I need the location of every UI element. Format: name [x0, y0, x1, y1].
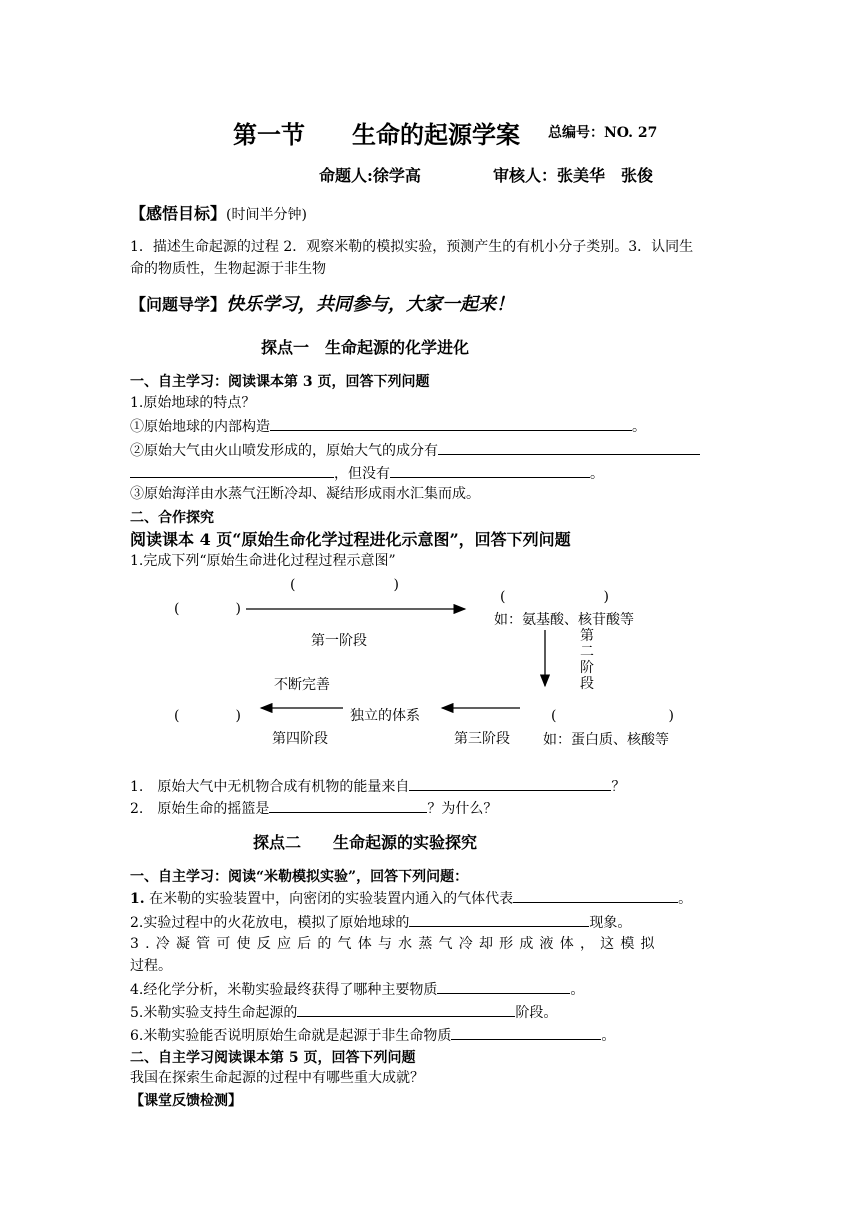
- point1-s2-q: 1.完成下列“原始生命进化过程过程示意图”: [130, 553, 396, 569]
- point1-title: 探点一 生命起源的化学进化: [261, 338, 470, 357]
- diagram-top-blank: ( ): [290, 577, 399, 593]
- point1-q1c: ③原始海洋由水蒸气汪断冷却、凝结形成雨水汇集而成。: [130, 486, 480, 502]
- punct: 现象。: [589, 915, 632, 931]
- diagram-stage2: [580, 628, 596, 692]
- point2-q6: [130, 1025, 615, 1045]
- stage2-char: 二: [580, 644, 594, 660]
- guide-slogan: 快乐学习，共同参与，大家一起来！: [226, 294, 515, 315]
- q-number: 1.: [130, 891, 145, 907]
- point1-s2-sub: 阅读课本 4 页“原始生命化学过程进化示意图”，回答下列问题: [130, 530, 571, 549]
- diagram-example2: 如：蛋白质、核酸等: [543, 732, 669, 748]
- serial-number: 总编号：NO. 27: [548, 125, 658, 141]
- point1-s2-heading: 二、合作探究: [130, 510, 214, 526]
- answer-blank[interactable]: [437, 979, 570, 994]
- point2-s2-heading: 二、自主学习阅读课本第 5 页，回答下列问题: [130, 1050, 416, 1066]
- guide-heading: 【问题导学】: [130, 295, 227, 314]
- point1-q1a: ①原始地球的内部构造: [130, 419, 270, 435]
- punct: ？为什么？: [427, 801, 498, 817]
- diagram-stage4: 第四阶段: [272, 731, 328, 747]
- punct: 阶段。: [515, 1005, 558, 1021]
- stage2-char: 阶: [580, 660, 594, 676]
- point2-q3b: 过程。: [130, 958, 172, 974]
- point2-title: 探点二 生命起源的实验探究: [253, 833, 478, 852]
- point2-q3: 3.冷凝管可使反应后的气体与水蒸气冷却形成液体，这模拟: [130, 936, 661, 952]
- diagram-stage1: 第一阶段: [311, 633, 367, 649]
- point1-q1: 1.原始地球的特点？: [130, 395, 256, 411]
- punct: 。: [678, 891, 693, 907]
- answer-blank[interactable]: [513, 888, 678, 903]
- answer-blank[interactable]: [269, 798, 427, 813]
- goals-line-1: 1．描述生命起源的过程 2．观察米勒的模拟实验，预测产生的有机小分子类别。3．认同生: [130, 239, 694, 255]
- goals-time: (时间半分钟): [226, 207, 307, 223]
- diagram-system: 独立的体系: [350, 708, 420, 724]
- punct: 。: [570, 982, 585, 998]
- page-title-main: 生命的起源学案: [352, 120, 520, 149]
- question-text: 2. 原始生命的摇篮是: [130, 801, 270, 817]
- answer-blank[interactable]: [409, 776, 611, 791]
- question-text: 4.经化学分析，米勒实验最终获得了哪种主要物质: [130, 982, 438, 998]
- point2-s1-heading: 一、自主学习：阅读“米勒模拟实验”，回答下列问题：: [130, 869, 469, 885]
- diagram-right-blank: ( ): [500, 589, 609, 605]
- stage2-char: 段: [580, 676, 594, 692]
- diagram-stage3: 第三阶段: [454, 731, 510, 747]
- feedback-heading: 【课堂反馈检测】: [130, 1093, 242, 1109]
- answer-blank[interactable]: [297, 1002, 515, 1017]
- punct: 。: [601, 1028, 616, 1044]
- diagram-left-blank: ( ): [174, 601, 241, 617]
- question-text: 5.米勒实验支持生命起源的: [130, 1005, 298, 1021]
- point2-s2-q: 我国在探索生命起源的过程中有哪些重大成就？: [130, 1070, 424, 1086]
- diagram-left2-blank: ( ): [174, 708, 241, 724]
- author: 命题人:徐学高: [319, 166, 421, 185]
- diagram-improve: 不断完善: [274, 677, 330, 693]
- point1-s1-heading: 一、自主学习：阅读课本第 3 页，回答下列问题: [130, 374, 430, 390]
- point1-question-2: [130, 798, 497, 818]
- point2-q4: [130, 979, 584, 999]
- goals-line-2: 命的物质性，生物起源于非生物: [130, 261, 326, 277]
- punct: 。: [632, 419, 646, 435]
- question-text: 6.米勒实验能否说明原始生命就是起源于非生命物质: [130, 1028, 452, 1044]
- stage2-char: 第: [580, 628, 594, 644]
- page-title: 第一节: [233, 120, 305, 149]
- diagram-right2-blank: ( ): [551, 708, 674, 724]
- goals-heading: 【感悟目标】: [130, 204, 227, 223]
- answer-blank[interactable]: [409, 912, 589, 927]
- diagram-example1: 如：氨基酸、核苷酸等: [494, 612, 634, 628]
- answer-blank[interactable]: [451, 1025, 601, 1040]
- punct: ？: [611, 779, 626, 795]
- question-text: 1. 原始大气中无机物合成有机物的能量来自: [130, 779, 410, 795]
- question-text: 在米勒的实验装置中，向密闭的实验装置内通入的气体代表: [144, 891, 514, 907]
- point2-q5: [130, 1002, 557, 1022]
- point1-q1b: ②原始大气由火山喷发形成的，原始大气的成分有: [130, 443, 438, 459]
- point1-question-1: [130, 776, 625, 796]
- point1-q1b2: ，但没有: [334, 466, 390, 482]
- reviewer: 审核人：张美华 张俊: [493, 166, 654, 185]
- point2-q1: [130, 888, 692, 908]
- question-text: 2.实验过程中的火花放电，模拟了原始地球的: [130, 915, 410, 931]
- punct: 。: [590, 466, 604, 482]
- point2-q2: [130, 912, 631, 932]
